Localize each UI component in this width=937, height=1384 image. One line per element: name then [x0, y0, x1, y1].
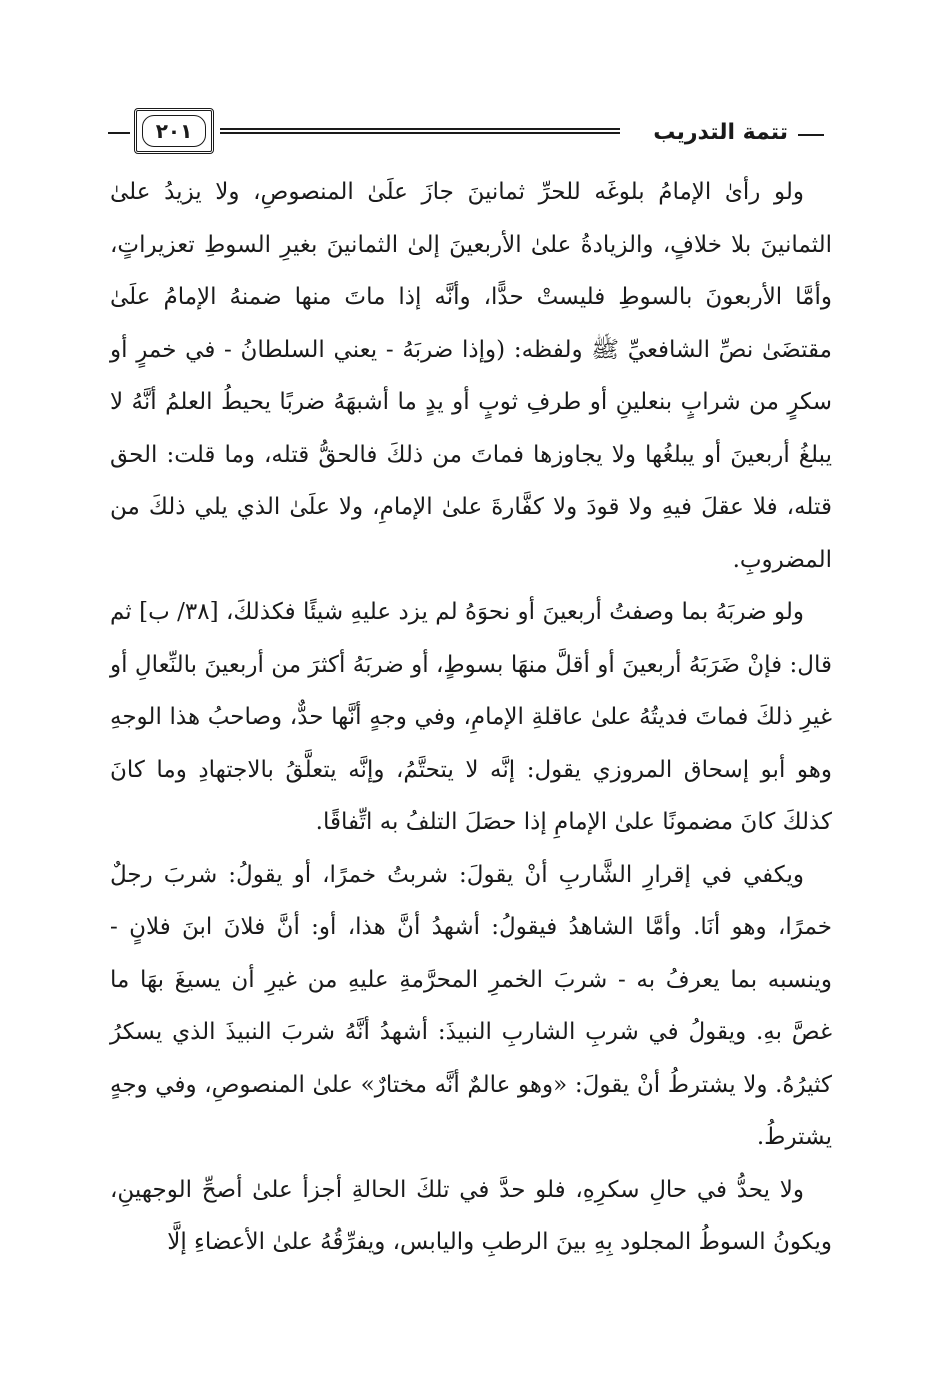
running-header	[108, 108, 824, 158]
header-rule	[220, 128, 620, 134]
paragraph: ويكفي في إقرارِ الشَّاربِ أنْ يقولَ: شربتُ خمرًا، أو يقولُ: شربَ رجلٌ خمرًا، وهو أنَا. وأمَّا الشاهدُ فيقولُ: أشهدُ أنَّ هذا، أو: أنَّ فلانَ ابنَ فلانٍ - وينسبه بما يعرفُ به - شربَ الخمرِ المحرَّمةِ عليهِ من غيرِ أن يسيغَ بهَا ما غصَّ بهِ. ويقولُ في شربِ الشاربِ النبيذَ: أشهدُ أنَّهُ شربَ النبيذَ الذي يسكرُ كثيرُهُ. ولا يشترطُ أنْ يقولَ: «وهو عالمٌ أنَّه مختارٌ» علىٰ المنصوصِ، وفي وجهٍ يشترطُ.	[110, 861, 832, 1150]
page-number: ٢٠١	[142, 115, 206, 147]
running-title: تتمة التدريب	[653, 120, 788, 145]
paragraph: ولو ضربَهُ بما وصفتُ أربعينَ أو نحوَهُ لم يزد عليهِ شيئًا فكذلكَ، [٣٨/ ب] ثم قال: فإنْ ضَرَبَهُ أربعينَ أو أقلَّ منهَا بسوطٍ، أو ضربَهُ أكثرَ من أربعينَ بالنِّعالِ أو غيرِ ذلكَ فماتَ فديتُهُ علىٰ عاقلةِ الإمامِ، وفي وجهٍ أنَّها حدٌّ، وصاحبُ هذا الوجهِ وهو أبو إسحاق المروزي يقول: إنَّه لا يتحتَّمُ، وإنَّه يتعلَّقُ بالاجتهادِ وما كانَ كذلكَ كانَ مضمونًا علىٰ الإمامِ إذا حصَلَ التلفُ به اتِّفاقًا.	[110, 599, 832, 835]
paragraph: ولو رأىٰ الإمامُ بلوغَه للحرِّ ثمانينَ جازَ علَىٰ المنصوصِ، ولا يزيدُ علىٰ الثمانينَ بلا خلافٍ، والزيادةُ علىٰ الأربعينَ إلىٰ الثمانينَ بغيرِ السوطِ تعزيراتٍ، وأمَّا الأربعونَ بالسوطِ فليستْ حدًّا، وأنَّه إذا ماتَ منها ضمنهُ الإمامُ علَىٰ مقتضَىٰ نصِّ الشافعيِّ ﷺ ولفظه: (وإذا ضربَهُ - يعني السلطانُ - في خمرٍ أو سكرٍ من شرابٍ بنعلينِ أو طرفِ ثوبٍ أو يدٍ ما أشبهَهُ ضربًا يحيطُ العلمُ أنَّهُ لا يبلغُ أربعينَ أو يبلغُها ولا يجاوزها فماتَ من ذلكَ فالحقُّ قتله، وما قلت: الحق قتله، فلا عقلَ فيهِ ولا قودَ ولا كفَّارةَ علىٰ الإمامِ، ولا علَىٰ الذي يلي ذلكَ من المضروبِ.	[110, 179, 832, 573]
page-number-frame	[134, 108, 214, 154]
paragraph: ولا يحدُّ في حالِ سكرِهِ، فلو حدَّ في تلكَ الحالةِ أجزأ علىٰ أصحِّ الوجهينِ، ويكونُ السوطُ المجلود بِهِ بينَ الرطبِ واليابس، ويفرِّقُهُ علىٰ الأعضاءِ إلَّا	[110, 1176, 832, 1255]
page-body	[110, 166, 832, 1269]
header-dash	[108, 132, 130, 134]
header-dash	[798, 134, 824, 136]
